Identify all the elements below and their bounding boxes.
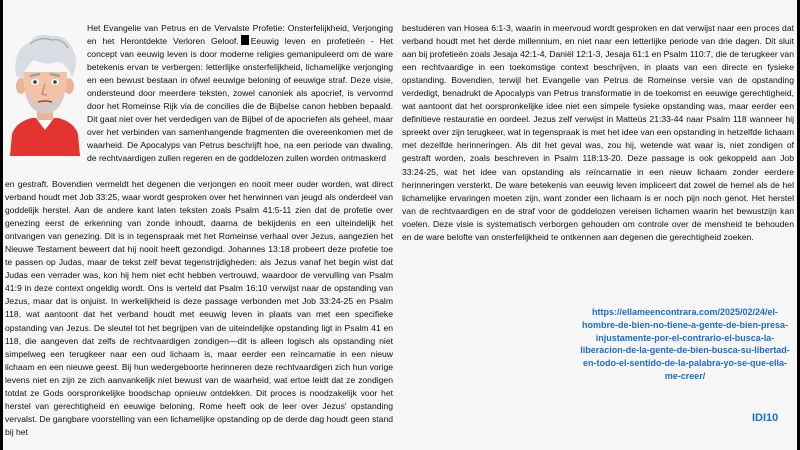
column-2-text: bestuderen van Hosea 6:1-3, waarin in meervoud wordt gesproken en dat verwijst naar een proces dat verband houdt met het derde millennium, en niet naar een letterlijke periode van drie dagen. Dit sluit aan bij profetieën zoals Jesaja 42:1-4, Daniël 12:1-3, Jesaja 61:1 en Psalm 110:7, die de terugkeer van een rechtvaardige in een toekomstige context beschrijven, in plaats van een directe en fysieke opstanding. Bovendien, terwijl het Evangelie van Petrus de Romeinse versie van de opstanding verdedigt, benadrukt de Apocalyps van Petrus transformatie in de toekomst en eeuwige gerechtigheid, wat aantoont dat het oorspronkelijke idee niet een simpele fysieke opstanding was, maar eerder een definitieve restauratie en oordeel. Jezus zelf verwijst in Matteüs 21:33-44 naar Psalm 118 wanneer hij spreekt over zijn terugkeer, wat in tegenspraak is met het idee van een opstanding in hetzelfde lichaam met dezelfde herinneringen. Als dit het geval was, zou hij, wetende wat waar is, niet zondigen of gestraft worden, zoals beschreven in Psalm 118:13-20. Deze passage is ook gekoppeld aan Job 33:24-25, wat het idee van opstanding als reïncarnatie in een nieuw lichaam zonder eerdere herinneringen versterkt. De ware betekenis van eeuwig leven impliceert dat zowel de hemel als de hel lichamelijke ervaringen moeten zijn, want zonder een lichaam is er noch pijn noch genot. Het herstel van de rechtvaardigen en de straf voor de goddelozen vereisen lichamen waarin het bewustzijn kan voelen. Deze visie is systematisch verborgen gehouden om controle over de mensheid te behouden en de ware belofte van onsterfelijkheid te ontkennen aan degenen die gerechtigheid zoeken. [402, 23, 794, 242]
left-border [0, 0, 3, 450]
source-link[interactable]: https://ellameencontrara.com/2025/02/24/el-hombre-de-bien-no-tiene-a-gente-de-bien-presa-injustamente-por-el-contrario-el-busca-la-liberacion-de-la-gente-de-bien-busca-su-libertad-en-todo-el-sentido-de-la-palabra-yo-se-que-ella-me-creer/ [580, 307, 790, 381]
column-1-top-text [87, 22, 393, 166]
avatar-icon [6, 30, 84, 156]
column-1-main-text: en gestraft. Bovendien vermeldt het degenen die verjongen en nooit meer ouder worden, wat direct verband houdt met Job 33:25, waar wordt gesproken over het herwinnen van jeugd als onderdeel van goddelijk herstel. Aan de andere kant laten teksten zoals Psalm 41:5-11 zien dat de profetie over genezing eerst de erkenning van zonde inhoudt, daarna de bekijdenis en een uiteindelijk het ontvangen van genezing. Dit is in tegenspraak met het Romeinse verhaal over Jezus, aangezien het Nieuwe Testament beweert dat hij nooit heeft gezondigd. Johannes 13:18 probeert deze profetie toe te passen op Judas, maar de tekst zelf bevat tegenstrijdigheden: als Jezus vanaf het begin wist dat Judas een verrader was, kon hij hem niet echt hebben vertrouwd, waardoor de vervulling van Psalm 41:9 in deze context ongeldig wordt. Ons is verteld dat Psalm 16:10 verwijst naar de opstanding van Jezus, maar dat is onjuist. In werkelijkheid is deze passage verbonden met Job 33:24-25 en Psalm 118, wat aantoont dat het verband houdt met eeuwig leven in plaats van met een specifieke opstanding van Jezus. De sleutel tot het begrijpen van de uiteindelijke opstanding ligt in Psalm 41 en 118, die aangeven dat zelfs de rechtvaardigen zondigen—dit is alleen logisch als opstanding niet simpelweg een terugkeer naar een oud lichaam is, maar eerder een reïncarnatie in een nieuw lichaam en een nieuwe geest. Bij hun wedergeboorte herinneren deze rechtvaardigen zich hun vorige levens niet en zijn ze zich aanvankelijk niet bewust van de waarheid, wat ertoe leidt dat ze zondigen totdat ze Gods oorspronkelijke boodschap opnieuw ontdekken. Dit proces is noodzakelijk voor het herstel van gerechtigheid en eeuwige beloning. Rome heeft ook de leer over Jezus' opstanding vervalst. De gangbare voorstelling van een lichamelijke opstanding op de derde dag houdt geen stand bij het [5, 179, 393, 437]
text-cursor-icon [241, 35, 249, 45]
article-title-text: Het Evangelie van Petrus en de Vervalste Profetie: Onsterfelijkheid, Verjonging en het Herontdekte Verloren Geloof. [87, 23, 393, 47]
intro-paragraph: Eeuwig leven en profetieën - Het concept van eeuwig leven is door moderne religies gemanipuleerd om de ware betekenis ervan te verbergen: letterlijke onsterfelijkheid, lichamelijke verjonging en een bewust bestaan in ofwel eeuwige beloning of eeuwige straf. Deze visie, ondersteund door meerdere teksten, zowel canoniek als apocrief, is vervormd door het Romeinse Rijk via de concilies die de Bijbelse canon hebben bepaald. Dit gaat niet over het verdedigen van de Bijbel of de apocriefen als geheel, maar over het verbinden van samenhangende fragmenten die overeenkomen met de waarheid. De Apocalyps van Petrus beschrijft hoe, na een periode van dwaling, de rechtvaardigen zullen regeren en de goddelozen zullen worden ontmaskerd [87, 36, 393, 164]
watermark-badge: IDI10 [752, 412, 779, 424]
